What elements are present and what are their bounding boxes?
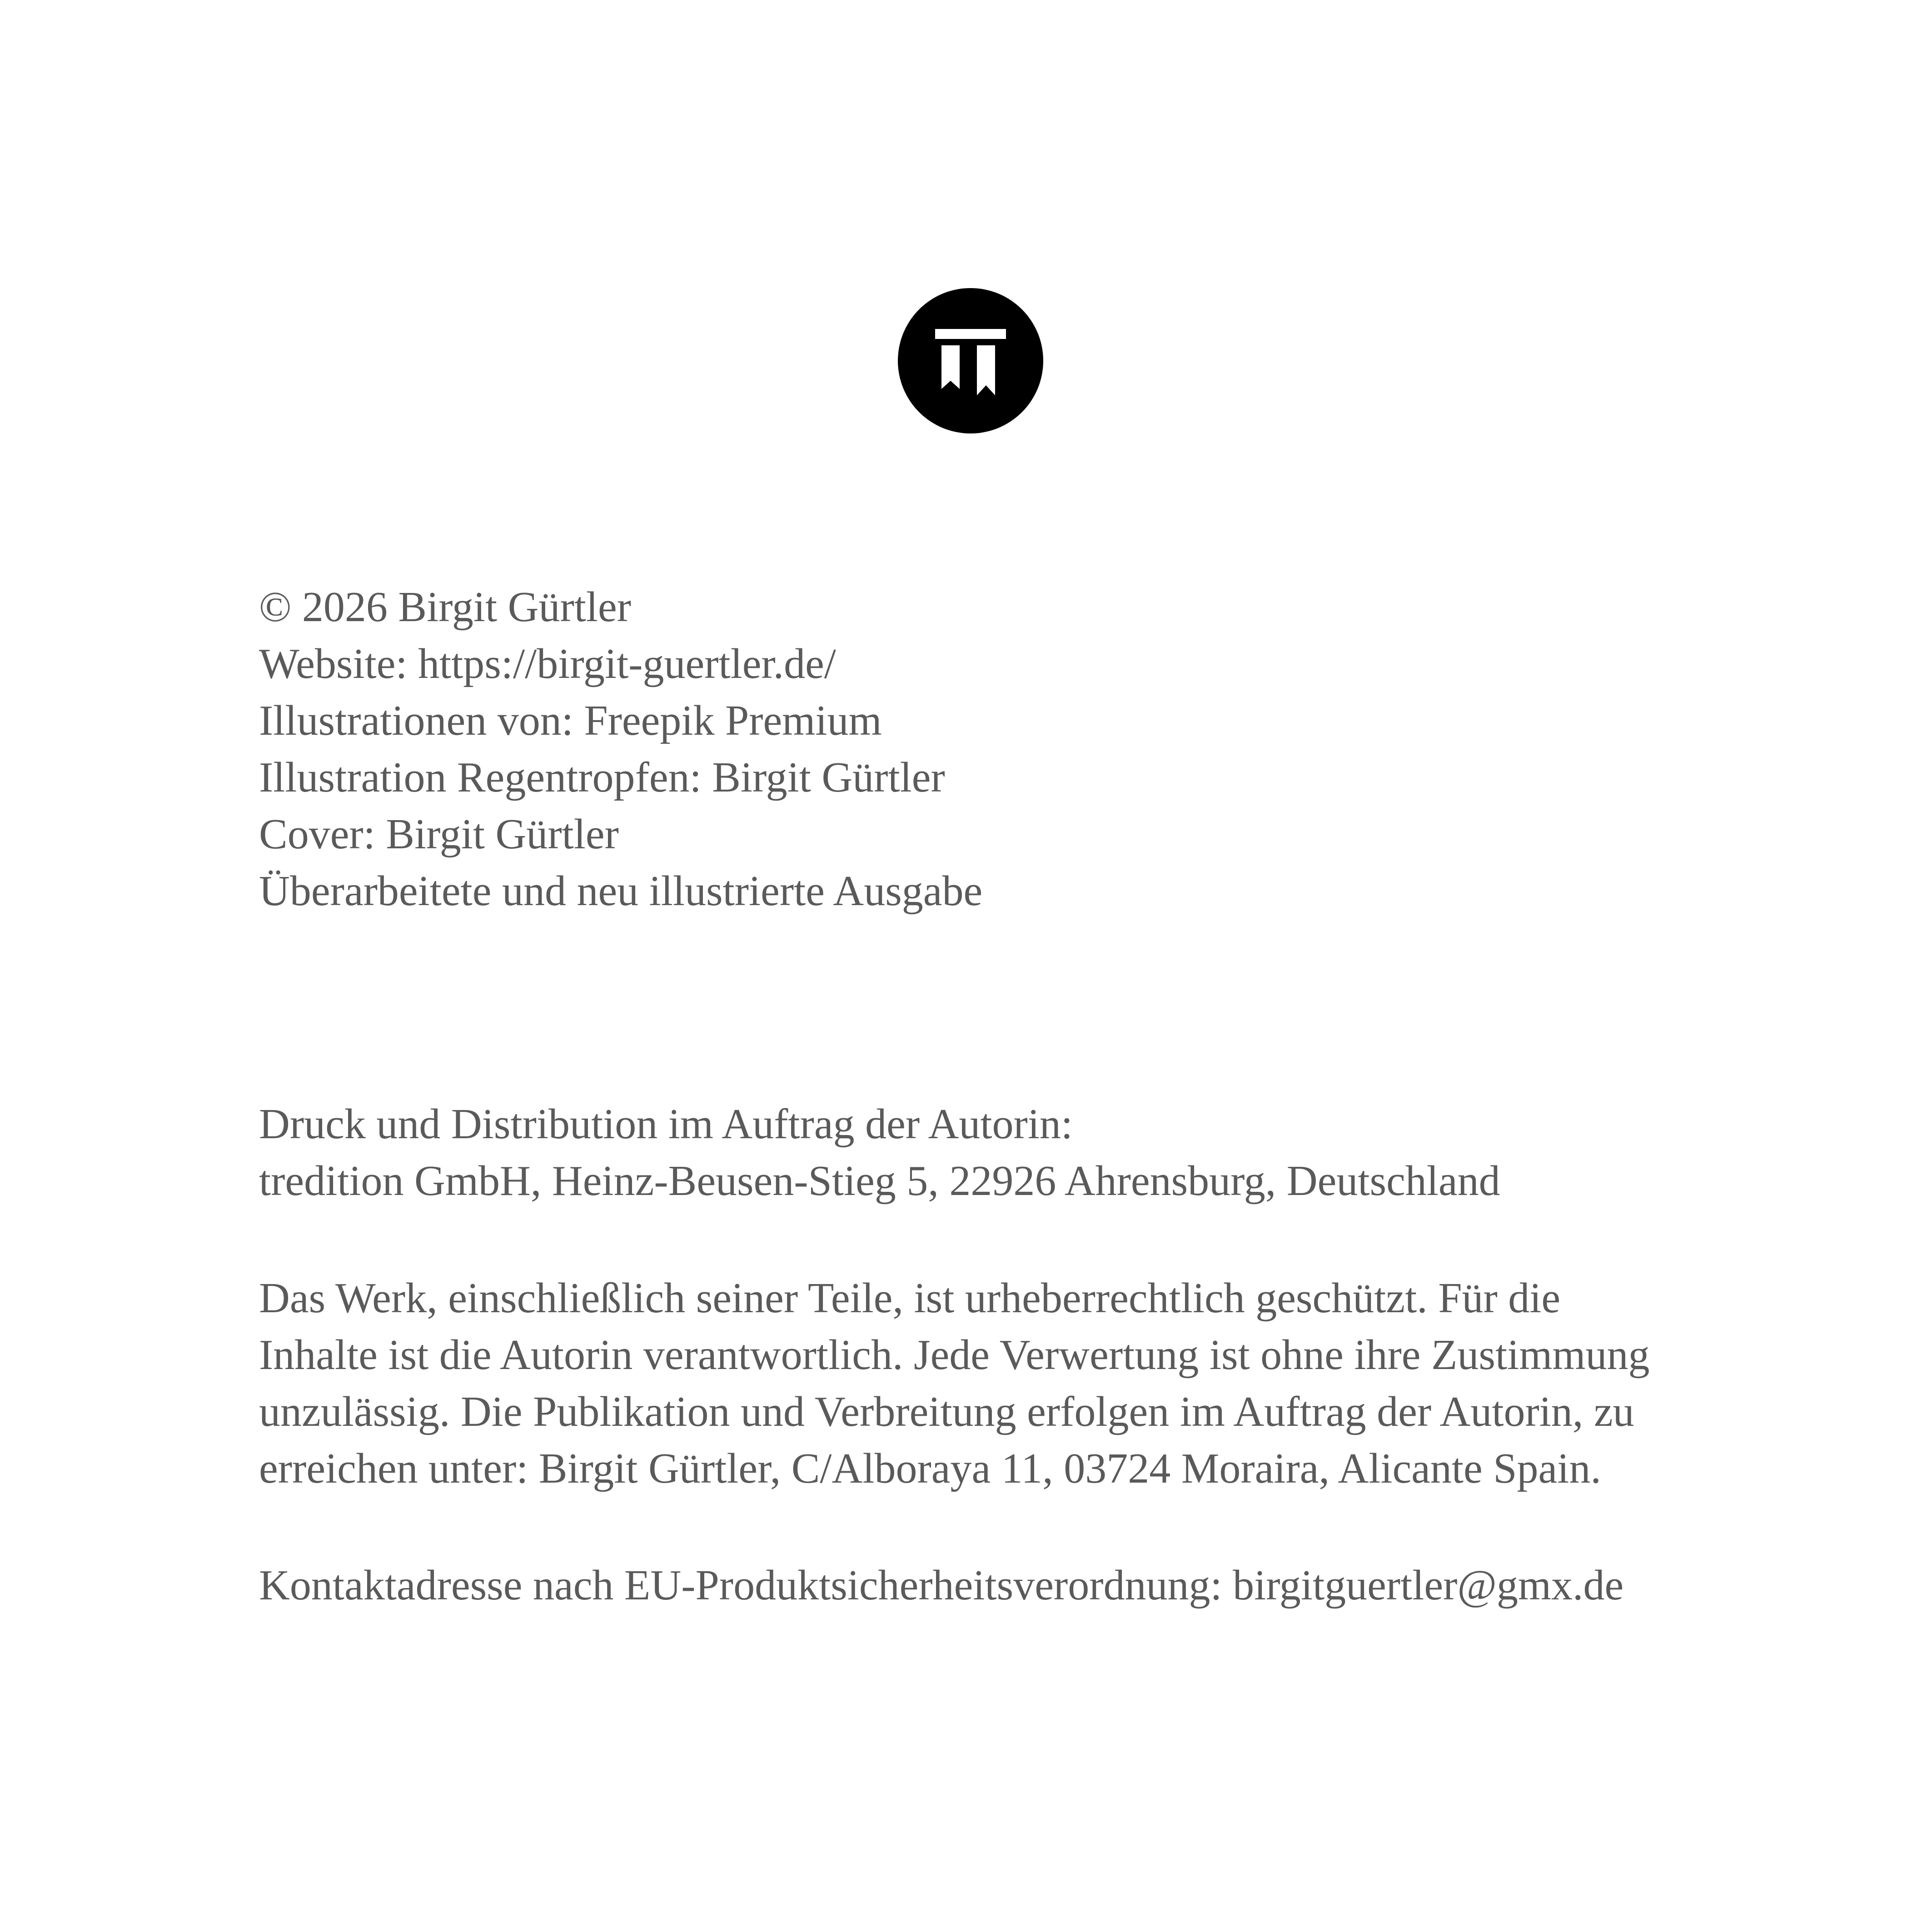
- tredition-logo-icon: [898, 288, 1043, 433]
- illustrations-line: Illustrationen von: Freepik Premium: [259, 697, 882, 744]
- rights-block: [259, 1270, 1804, 1497]
- credits-block: [259, 579, 1804, 920]
- contact-line: Kontaktadresse nach EU-Produktsicherheitsverordnung: birgitguertler@gmx.de: [259, 1562, 1624, 1609]
- raindrops-illustration-line: Illustration Regentropfen: Birgit Gürtler: [259, 754, 945, 801]
- cover-line: Cover: Birgit Gürtler: [259, 811, 619, 858]
- rights-line: Das Werk, einschließlich seiner Teile, ist urheberrechtlich geschützt. Für die: [259, 1275, 1561, 1322]
- rights-line: erreichen unter: Birgit Gürtler, C/Alboraya 11, 03724 Moraira, Alicante Spain.: [259, 1445, 1601, 1492]
- edition-line: Überarbeitete und neu illustrierte Ausgabe: [259, 867, 983, 915]
- website-line: Website: https://birgit-guertler.de/: [259, 640, 836, 687]
- printer-intro: Druck und Distribution im Auftrag der Autorin:: [259, 1100, 1073, 1148]
- printer-address: tredition GmbH, Heinz-Beusen-Stieg 5, 22926 Ahrensburg, Deutschland: [259, 1157, 1500, 1205]
- contact-block: [259, 1557, 1804, 1614]
- copyright-line: © 2026 Birgit Gürtler: [259, 583, 632, 631]
- rights-line: unzulässig. Die Publikation und Verbreitung erfolgen im Auftrag der Autorin, zu: [259, 1388, 1634, 1435]
- rights-line: Inhalte ist die Autorin verantwortlich. Jede Verwertung ist ohne ihre Zustimmung: [259, 1331, 1650, 1379]
- printer-block: [259, 1096, 1804, 1210]
